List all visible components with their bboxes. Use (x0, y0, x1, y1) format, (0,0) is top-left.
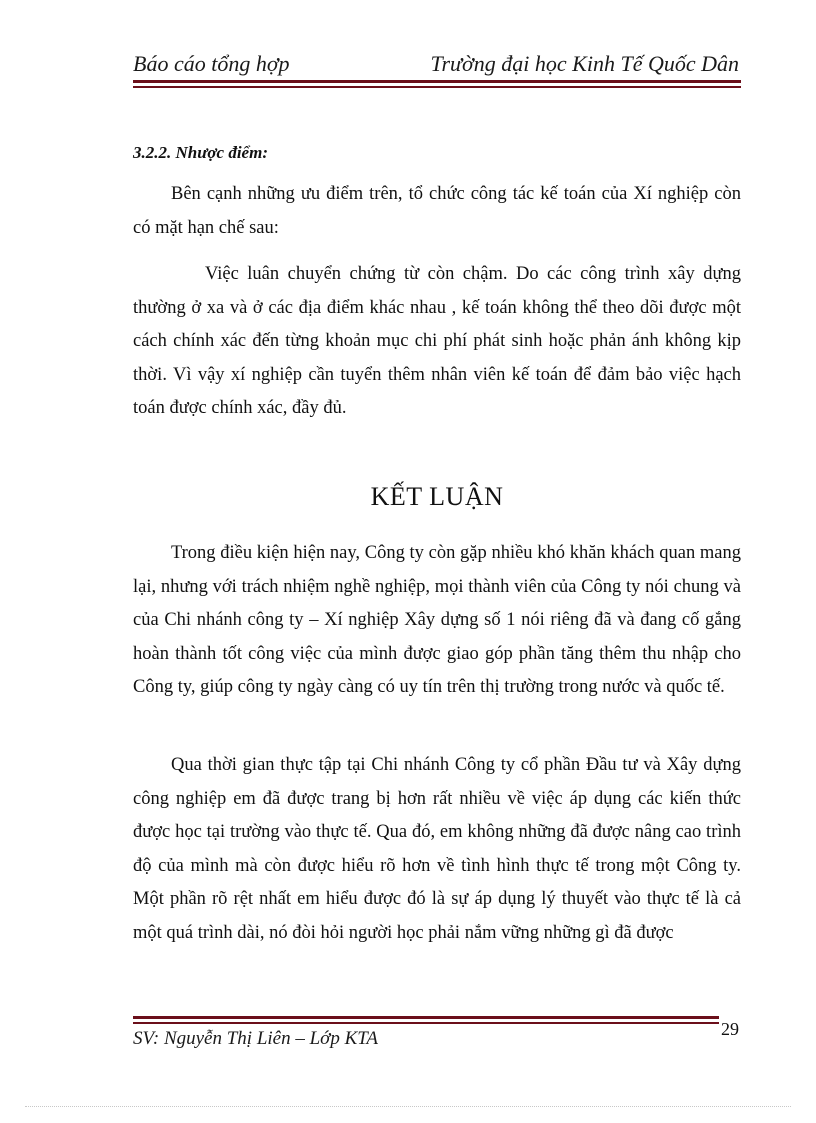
section-body-2 (133, 258, 741, 426)
conclusion-title: KẾT LUẬN (370, 482, 504, 511)
section-paragraph: Việc luân chuyển chứng từ còn chậm. Do các công trình xây dựng thường ở xa và ở các địa điểm khác nhau , kế toán không thể theo dõi được một cách chính xác đến từng khoản mục chi phí phát sinh hoặc phản ánh không kịp thời. Vì vậy xí nghiệp cần tuyển thêm nhân viên kế toán để đảm bảo việc hạch toán được chính xác, đầy đủ. (133, 264, 741, 418)
page-number: 29 (721, 1019, 739, 1039)
footer-student-info: SV: Nguyễn Thị Liên – Lớp KTA (133, 1028, 379, 1049)
conclusion-paragraph: Trong điều kiện hiện nay, Công ty còn gặp nhiều khó khăn khách quan mang lại, nhưng với trách nhiệm nghề nghiệp, mọi thành viên của Công ty nói chung và của Chi nhánh công ty – Xí nghiệp Xây dựng số 1 nói riêng đã và đang cố gắng hoàn thành tốt công việc của mình được giao góp phần tăng thêm thu nhập cho Công ty, giúp công ty ngày càng có uy tín trên thị trường trong nước và quốc tế. (133, 543, 741, 697)
header-university: Trường đại học Kinh Tế Quốc Dân (430, 51, 739, 76)
header-rule-thick (133, 80, 741, 83)
section-body (133, 178, 741, 245)
conclusion-body (133, 537, 741, 705)
conclusion-paragraph: Qua thời gian thực tập tại Chi nhánh Công ty cổ phần Đầu tư và Xây dựng công nghiệp em đã được trang bị hơn rất nhiều về việc áp dụng các kiến thức được học tại trường vào thực tế. Qua đó, em không những đã được nâng cao trình độ của mình mà còn được hiểu rõ hơn về tình hình thực tế trong một Công ty. Một phần rõ rệt nhất em hiểu được đó là sự áp dụng lý thuyết vào thực tế là cả một quá trình dài, nó đòi hỏi người học phải nắm vững những gì đã được (133, 755, 741, 943)
section-paragraph: Bên cạnh những ưu điểm trên, tổ chức công tác kế toán của Xí nghiệp còn có mặt hạn chế sau: (133, 184, 741, 238)
footer-rule-thin (133, 1022, 719, 1024)
section-heading: 3.2.2. Nhược điểm: (133, 143, 268, 162)
footer-rule-thick (133, 1016, 719, 1019)
header-report-title: Báo cáo tổng hợp (133, 51, 290, 76)
conclusion-body-2 (133, 749, 741, 950)
page-edge-dotted-line (25, 1106, 791, 1107)
header-rule-thin (133, 86, 741, 88)
